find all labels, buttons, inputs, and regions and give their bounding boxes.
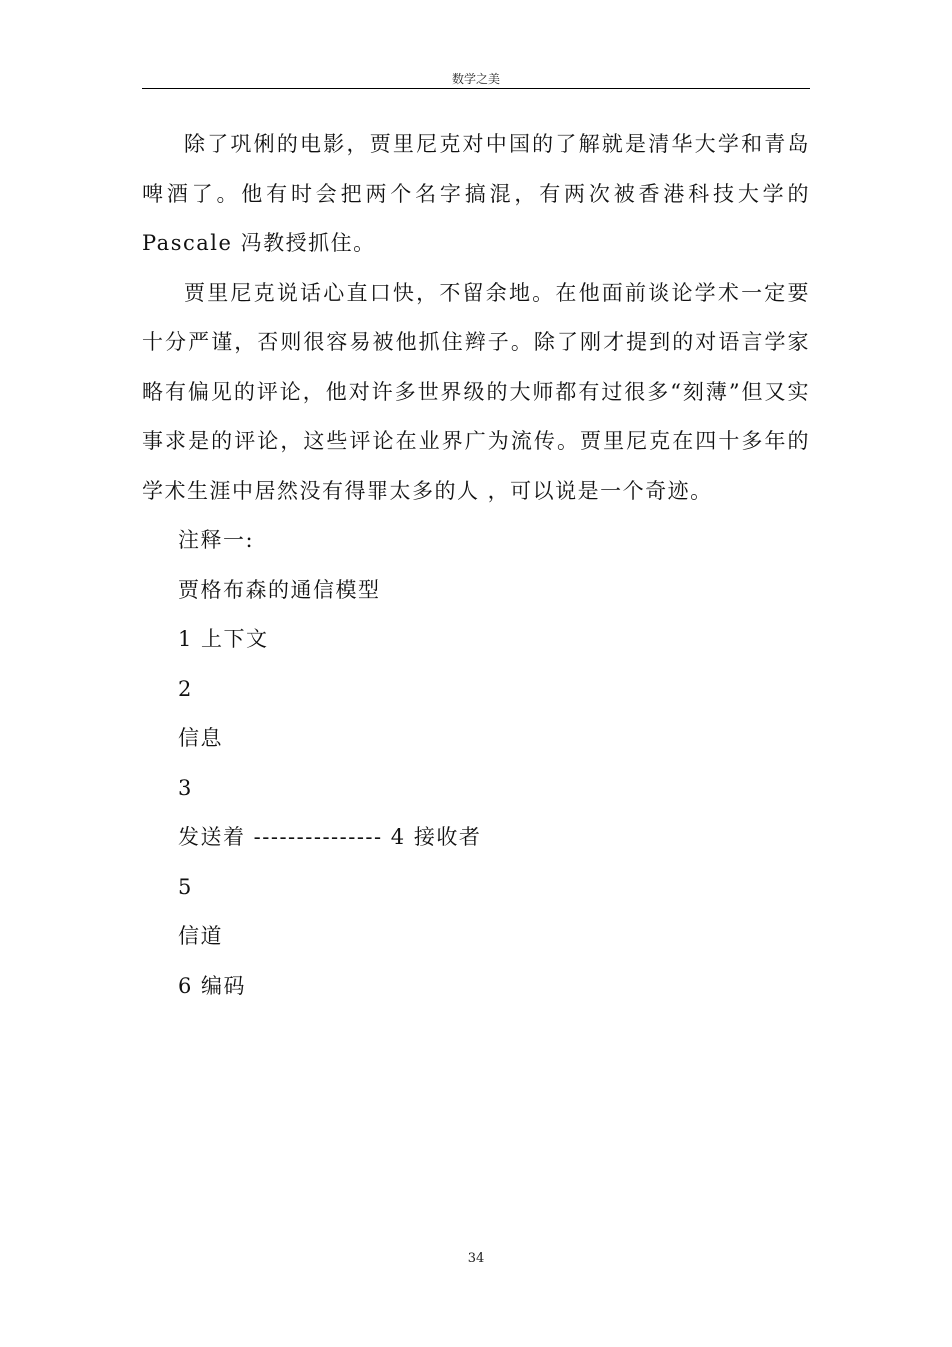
header-rule: [142, 88, 810, 89]
page-number: 34: [467, 1251, 485, 1266]
note-line: 信息: [178, 726, 223, 750]
note-line: 2: [178, 676, 193, 701]
note-line: 3: [178, 775, 193, 800]
notes-heading: 注释一:: [178, 528, 255, 552]
note-line: 1 上下文: [178, 627, 269, 651]
note-line: 5: [178, 874, 193, 899]
paragraph-2: 贾里尼克说话心直口快，不留余地。在他面前谈论学术一定要十分严谨，否则很容易被他抓住辫子。除了刚才提到的对语言学家略有偏见的评论，他对许多世界级的大师都有过很多“刻薄”但又实事求是的评论，这些评论在业界广为流传。贾里尼克在四十多年的学术生涯中居然没有得罪太多的人 ，可以说是一个奇迹。: [142, 280, 810, 503]
page-header-title: 数学之美: [451, 72, 500, 86]
note-line: 信道: [178, 924, 223, 948]
document-body: [142, 120, 810, 1011]
note-line: 6 编码: [178, 973, 247, 998]
paragraph-1: 除了巩俐的电影，贾里尼克对中国的了解就是清华大学和青岛啤酒了。他有时会把两个名字搞混，有两次被香港科技大学的 Pascale 冯教授抓住。: [142, 132, 810, 255]
note-line: 发送着 --------------- 4 接收者: [178, 825, 482, 849]
notes-title: 贾格布森的通信模型: [178, 577, 381, 602]
